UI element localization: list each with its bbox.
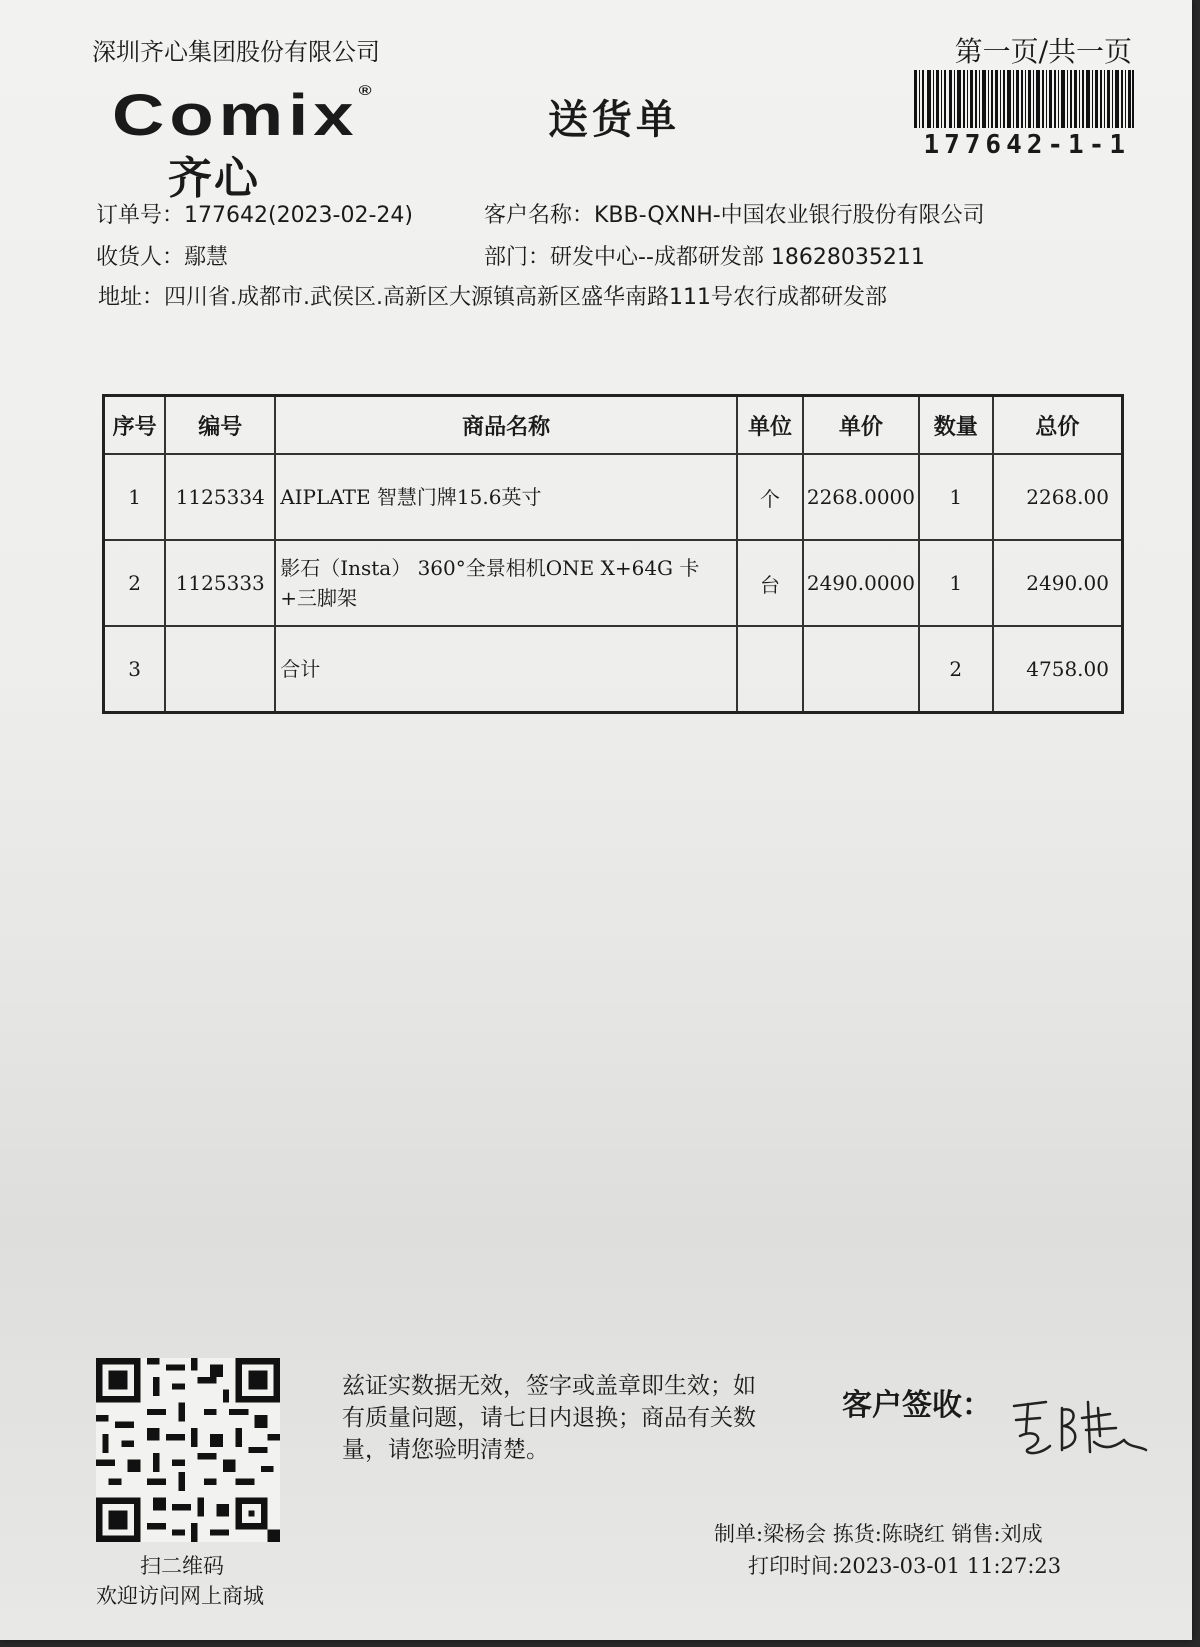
department: 部门：研发中心--成都研发部 18628035211: [484, 245, 925, 270]
comix-logo: [112, 82, 376, 149]
cell-code: 1125334: [165, 454, 275, 540]
barcode-image: [914, 70, 1134, 128]
cell-name: 影石（Insta） 360°全景相机ONE X+64G 卡+三脚架: [275, 540, 737, 626]
page-indicator: 第一页/共一页: [954, 35, 1132, 68]
staff-info: 制单:梁杨会 拣货:陈晓红 销售:刘成: [714, 1522, 1043, 1546]
address: 地址：四川省.成都市.武侯区.高新区大源镇高新区盛华南路111号农行成都研发部: [98, 285, 887, 310]
cell-name: AIPLATE 智慧门牌15.6英寸: [275, 454, 737, 540]
column-header: 单价: [803, 396, 919, 455]
cell-qty: 2: [919, 626, 993, 713]
cell-seq: 3: [104, 626, 166, 713]
table-row-total: [104, 626, 1123, 713]
barcode-number: 177642-1-1: [923, 130, 1130, 160]
order-number: 订单号：177642(2023-02-24): [96, 203, 414, 228]
cell-code: [165, 626, 275, 713]
qr-code[interactable]: [96, 1358, 280, 1542]
cell-unit: [737, 626, 803, 713]
document-title: 送货单: [548, 97, 680, 143]
column-header: 总价: [993, 396, 1123, 455]
cell-price: [803, 626, 919, 713]
cell-total: 2490.00: [993, 540, 1123, 626]
notice-text: 兹证实数据无效，签字或盖章即生效；如有质量问题，请七日内退换；商品有关数量，请您验明清楚。: [342, 1373, 756, 1463]
registered-mark: ®: [358, 82, 377, 98]
cell-seq: 2: [104, 540, 166, 626]
cell-unit: 台: [737, 540, 803, 626]
handwritten-signature: [1006, 1388, 1156, 1468]
cell-name: 合计: [275, 626, 737, 713]
cell-total: 4758.00: [993, 626, 1123, 713]
cell-price: 2490.0000: [803, 540, 919, 626]
qr-caption-mall: 欢迎访问网上商城: [96, 1584, 264, 1608]
receiver: 收货人：鄢慧: [96, 245, 229, 270]
column-header: 数量: [919, 396, 993, 455]
cell-seq: 1: [104, 454, 166, 540]
cell-price: 2268.0000: [803, 454, 919, 540]
column-header: 商品名称: [275, 396, 737, 455]
qr-caption-scan: 扫二维码: [140, 1554, 224, 1578]
column-header: 序号: [104, 396, 166, 455]
table-header-row: [104, 396, 1123, 455]
items-table: [102, 394, 1124, 714]
comix-logo-text: Comix: [112, 83, 359, 148]
column-header: 编号: [165, 396, 275, 455]
print-time: 打印时间:2023-03-01 11:27:23: [748, 1554, 1062, 1578]
table-row: [104, 540, 1123, 626]
customer-name: 客户名称：KBB-QXNH-中国农业银行股份有限公司: [484, 203, 985, 228]
qixin-logo: 齐心: [168, 153, 260, 204]
cell-qty: 1: [919, 540, 993, 626]
customer-signature-label: 客户签收：: [842, 1388, 992, 1423]
column-header: 单位: [737, 396, 803, 455]
cell-total: 2268.00: [993, 454, 1123, 540]
company-name: 深圳齐心集团股份有限公司: [92, 38, 380, 66]
cell-code: 1125333: [165, 540, 275, 626]
cell-qty: 1: [919, 454, 993, 540]
table-row: [104, 454, 1123, 540]
cell-unit: 个: [737, 454, 803, 540]
